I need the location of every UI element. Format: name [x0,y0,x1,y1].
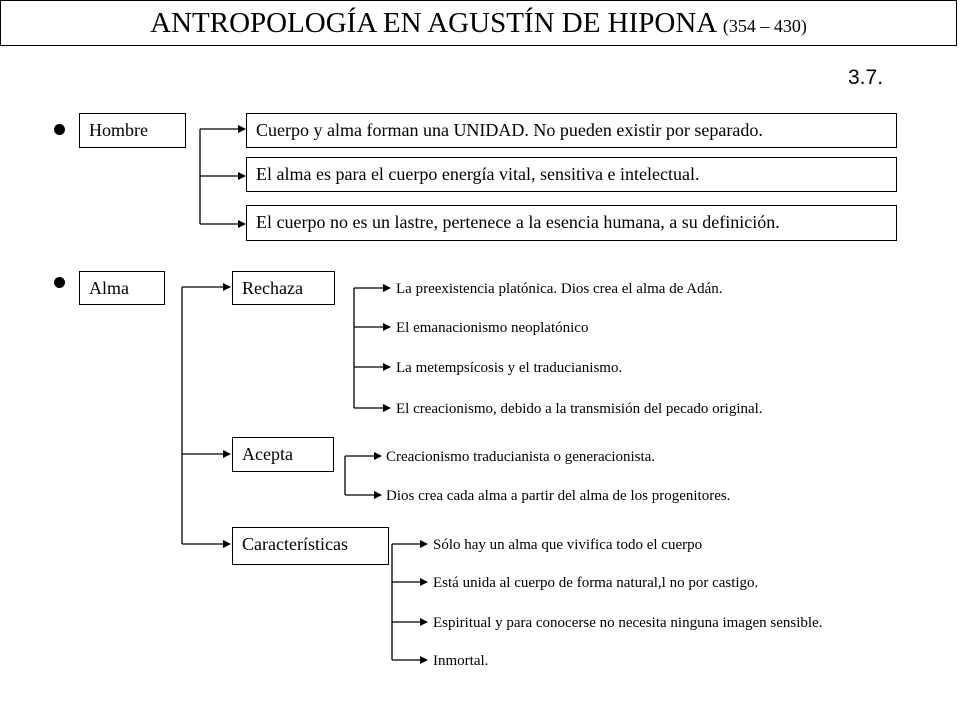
bullet-alma [54,277,65,288]
caracteristicas-item-4: Inmortal. [433,653,489,669]
rechaza-item-2: El emanacionismo neoplatónico [396,320,589,336]
caracteristicas-item-2: Está unida al cuerpo de forma natural,l no por castigo. [433,575,759,591]
page-title [1,7,956,40]
title-box [0,0,957,46]
alma-box: Alma [79,271,165,305]
hombre-box: Hombre [79,113,186,148]
caracteristicas-item-3: Espiritual y para conocerse no necesita ninguna imagen sensible. [433,615,823,631]
rechaza-item-3: La metempsícosis y el traducianismo. [396,360,623,376]
rechaza-item-1: La preexistencia platónica. Dios crea el alma de Adán. [396,281,723,297]
acepta-box: Acepta [232,437,334,472]
hombre-item-2: El alma es para el cuerpo energía vital, sensitiva e intelectual. [246,157,897,192]
caracteristicas-item-1: Sólo hay un alma que vivifica todo el cuerpo [433,537,703,553]
acepta-item-1: Creacionismo traducianista o generacionista. [386,449,656,465]
hombre-item-3: El cuerpo no es un lastre, pertenece a la esencia humana, a su definición. [246,205,897,241]
title-main: ANTROPOLOGÍA EN AGUSTÍN DE HIPONA [150,7,716,39]
rechaza-box: Rechaza [232,271,335,305]
hombre-item-1: Cuerpo y alma forman una UNIDAD. No pueden existir por separado. [246,113,897,148]
rechaza-item-4: El creacionismo, debido a la transmisión del pecado original. [396,401,763,417]
bullet-hombre [54,124,65,135]
title-dates: (354 – 430) [722,16,807,36]
slide-number: 3.7. [848,66,884,89]
acepta-item-2: Dios crea cada alma a partir del alma de los progenitores. [386,488,731,504]
caracteristicas-box: Características [232,527,389,565]
